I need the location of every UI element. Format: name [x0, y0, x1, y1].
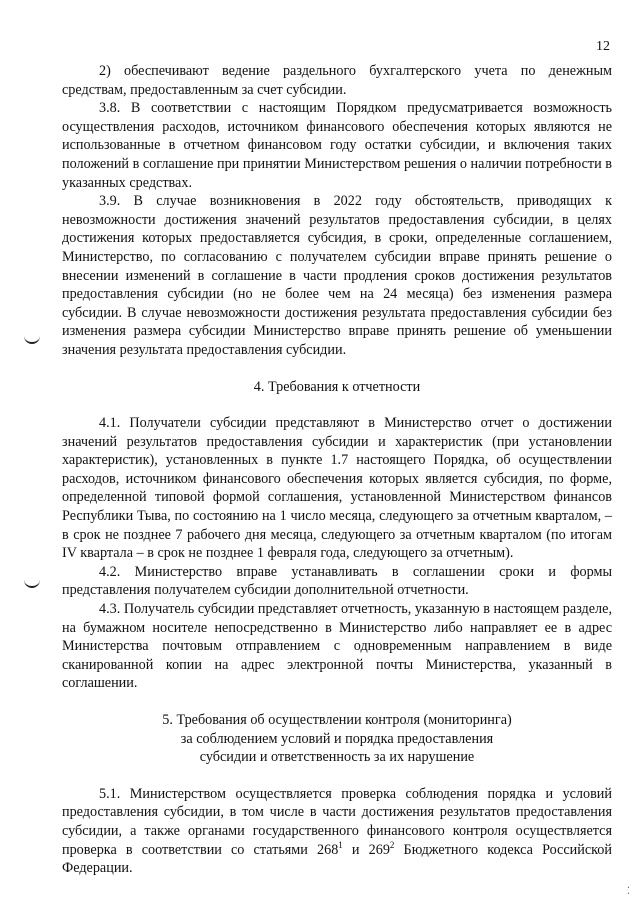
- article-269-superscript: 2: [389, 839, 395, 850]
- paragraph-5-1-tail: Бюджетного кодекса Российской Федерации.: [62, 841, 612, 877]
- paragraph-5-1: [62, 785, 612, 878]
- article-268: 268: [317, 841, 339, 858]
- page-number: 12: [596, 39, 610, 54]
- paragraph-2: 2) обеспечивают ведение раздельного бухгалтерского учета по денежным средствам, предоставленным за счет субсидии.: [62, 63, 612, 98]
- paragraph-4-1: 4.1. Получатели субсидии представляют в Министерство отчет о достижении значений результатов предоставления субсидии и характеристик (при установлении характеристик), установленных в пункте 1.7 настоящего Порядка, об осуществлении расходов, источником финансового обеспечения которых является субсидия, по форме, определенной типовой формой соглашения, установленной Министерством финансов Республики Тыва, по состоянию на 1 число месяца, следующего за отчетным кварталом, – в срок не позднее 7 рабочего дня месяца, следующего за отчетным кварталом (по итогам IV квартала – в срок не позднее 1 февраля года, следующего за отчетным).: [62, 415, 612, 562]
- paragraph-3-8: 3.8. В соответствии с настоящим Порядком предусматривается возможность осуществления расходов, источником финансового обеспечения которых являются не использованные в отчетном финансовом году остатки субсидии, и включения таких положений в соглашение при принятии Министерством решения о наличии потребности в указанных средствах.: [62, 100, 612, 191]
- paragraph-5-1-text: 5.1. Министерством осуществляется проверка соблюдения порядка и условий предоставления субсидии, в том числе в части достижения результатов предоставления субсидии, а также органами государственного финансового контроля осуществляется проверка в соответствии со статьями: [62, 785, 612, 858]
- paragraph-4-3: 4.3. Получатель субсидии представляет отчетность, указанную в настоящем разделе, на бумажном носителе непосредственно в Министерство либо направляет ее в адрес Министерства почтовым отправлением с одновременным направлением в виде сканированной копии на адрес электронной почты Министерства, указанный в соглашении.: [62, 601, 612, 692]
- margin-pen-mark: [24, 578, 40, 588]
- corner-scan-mark-icon: ⁚: [626, 886, 630, 897]
- paragraph-3-9: 3.9. В случае возникновения в 2022 году обстоятельств, приводящих к невозможности достижения значений результатов предоставления субсидии, в целях достижения которых предоставляется субсидия, в сроки, определенные соглашением, Министерство, по согласованию с получателем субсидии вправе принять решение о внесении изменений в соглашение в части продления сроков достижения результатов предоставления субсидии (но не более чем на 24 месяца) без изменения размера субсидии. В случае невозможности достижения результата предоставления субсидии без изменения размера субсидии Министерство вправе принять решение об уменьшении значения результата предоставления субсидии.: [62, 193, 612, 358]
- document-body: [62, 62, 612, 878]
- section-4-heading: 4. Требования к отчетности: [253, 378, 421, 395]
- section-5-heading-line-3: субсидии и ответственность за их нарушение: [199, 749, 475, 766]
- section-5-heading-line-1: 5. Требования об осуществлении контроля (мониторинга): [162, 712, 512, 728]
- article-269: 269: [368, 841, 390, 858]
- paragraph-4-2: 4.2. Министерство вправе устанавливать в соглашении сроки и формы представления получателем субсидии дополнительной отчетности.: [62, 563, 612, 599]
- section-5-heading-line-2: за соблюдением условий и порядка предоставления: [180, 730, 494, 747]
- conjunction: и: [351, 841, 360, 858]
- article-268-superscript: 1: [338, 839, 343, 850]
- margin-pen-mark: [24, 334, 40, 344]
